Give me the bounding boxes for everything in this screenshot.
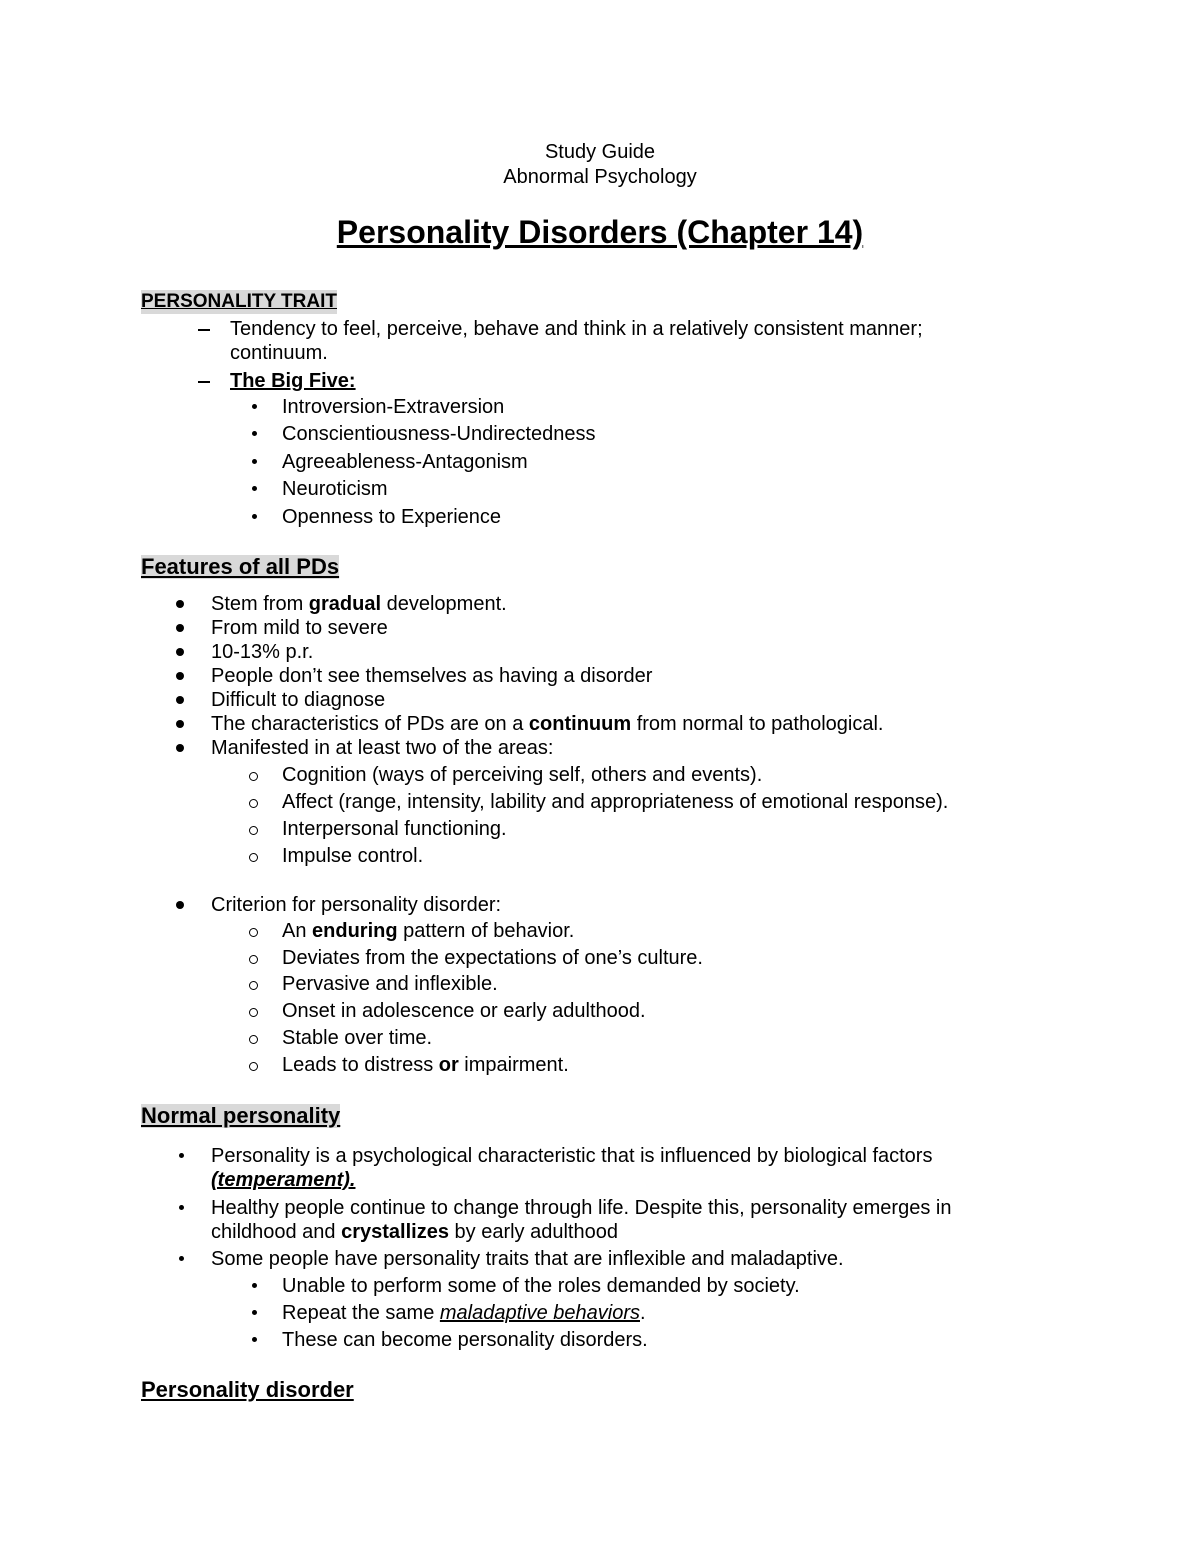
bullet-marker: [179, 1256, 184, 1261]
dash-marker: [198, 329, 210, 331]
bullet-marker: [176, 600, 184, 608]
criterion-item: Pervasive and inflexible.: [282, 973, 498, 995]
section-heading-normal: Normal personality: [141, 1103, 341, 1128]
section-heading-trait: PERSONALITY TRAIT: [141, 291, 337, 312]
features-item: The characteristics of PDs are on a continuum from normal to pathological.: [211, 713, 884, 735]
bullet-marker: [252, 486, 257, 491]
big-five-item: Agreeableness-Antagonism: [282, 451, 528, 473]
bullet-marker: [252, 404, 257, 409]
bullet-marker: [252, 1310, 257, 1315]
circle-bullet-marker: [249, 1062, 258, 1071]
circle-bullet-marker: [249, 799, 258, 808]
circle-bullet-marker: [249, 981, 258, 990]
section-heading-disorder: Personality disorder: [141, 1377, 354, 1402]
big-five-item: Introversion-Extraversion: [282, 396, 505, 418]
circle-bullet-marker: [249, 826, 258, 835]
bullet-marker: [176, 648, 184, 656]
circle-bullet-marker: [249, 928, 258, 937]
circle-bullet-marker: [249, 1008, 258, 1017]
features-item: From mild to severe: [211, 617, 388, 639]
circle-bullet-marker: [249, 853, 258, 862]
circle-bullet-marker: [249, 772, 258, 781]
circle-bullet-marker: [249, 1035, 258, 1044]
normal-item: Some people have personality traits that are inflexible and maladaptive.: [211, 1248, 844, 1270]
normal-sub-item: Unable to perform some of the roles demanded by society.: [282, 1275, 800, 1297]
bullet-marker: [252, 1337, 257, 1342]
area-item: Interpersonal functioning.: [282, 818, 507, 840]
section-heading-features: Features of all PDs: [141, 554, 340, 579]
normal-item: Personality is a psychological characteristic that is influenced by biological factors: [211, 1145, 933, 1167]
doc-label: Study Guide: [544, 141, 656, 163]
bullet-marker: [252, 459, 257, 464]
normal-sub-item: Repeat the same maladaptive behaviors.: [282, 1302, 646, 1324]
trait-definition-line1: Tendency to feel, perceive, behave and think in a relatively consistent manner;: [230, 318, 923, 340]
big-five-item: Neuroticism: [282, 478, 388, 500]
area-item: Affect (range, intensity, lability and appropriateness of emotional response).: [282, 791, 949, 813]
features-item: 10-13% p.r.: [211, 641, 314, 663]
bullet-marker: [176, 720, 184, 728]
criterion-item: Deviates from the expectations of one’s culture.: [282, 947, 703, 969]
bullet-marker: [252, 431, 257, 436]
big-five-label: The Big Five:: [230, 370, 356, 392]
normal-sub-item: These can become personality disorders.: [282, 1329, 648, 1351]
normal-item: Healthy people continue to change through life. Despite this, personality emerges in: [211, 1197, 952, 1219]
bullet-marker: [176, 744, 184, 752]
features-item: Difficult to diagnose: [211, 689, 386, 711]
criterion-item: Onset in adolescence or early adulthood.: [282, 1000, 646, 1022]
dash-marker: [198, 381, 210, 383]
bullet-marker: [179, 1205, 184, 1210]
bullet-marker: [176, 672, 184, 680]
bullet-marker: [176, 901, 184, 909]
trait-definition-line2: continuum.: [230, 342, 328, 364]
criterion-item: Leads to distress or impairment.: [282, 1054, 569, 1076]
course-name: Abnormal Psychology: [503, 166, 697, 188]
bullet-marker: [252, 514, 257, 519]
normal-item-emphasis: (temperament).: [211, 1169, 356, 1191]
circle-bullet-marker: [249, 955, 258, 964]
big-five-item: Openness to Experience: [282, 506, 502, 528]
bullet-marker: [176, 696, 184, 704]
bullet-marker: [252, 1283, 257, 1288]
area-item: Cognition (ways of perceiving self, others and events).: [282, 764, 763, 786]
area-item: Impulse control.: [282, 845, 424, 867]
bullet-marker: [176, 624, 184, 632]
features-item: Stem from gradual development.: [211, 593, 507, 615]
criterion-label: Criterion for personality disorder:: [211, 894, 502, 916]
page-title: Personality Disorders (Chapter 14): [336, 214, 864, 250]
features-item: Manifested in at least two of the areas:: [211, 737, 554, 759]
normal-item-continued: childhood and crystallizes by early adulthood: [211, 1221, 618, 1243]
bullet-marker: [179, 1153, 184, 1158]
features-item: People don’t see themselves as having a disorder: [211, 665, 653, 687]
criterion-item: An enduring pattern of behavior.: [282, 920, 575, 942]
criterion-item: Stable over time.: [282, 1027, 433, 1049]
big-five-item: Conscientiousness-Undirectedness: [282, 423, 596, 445]
